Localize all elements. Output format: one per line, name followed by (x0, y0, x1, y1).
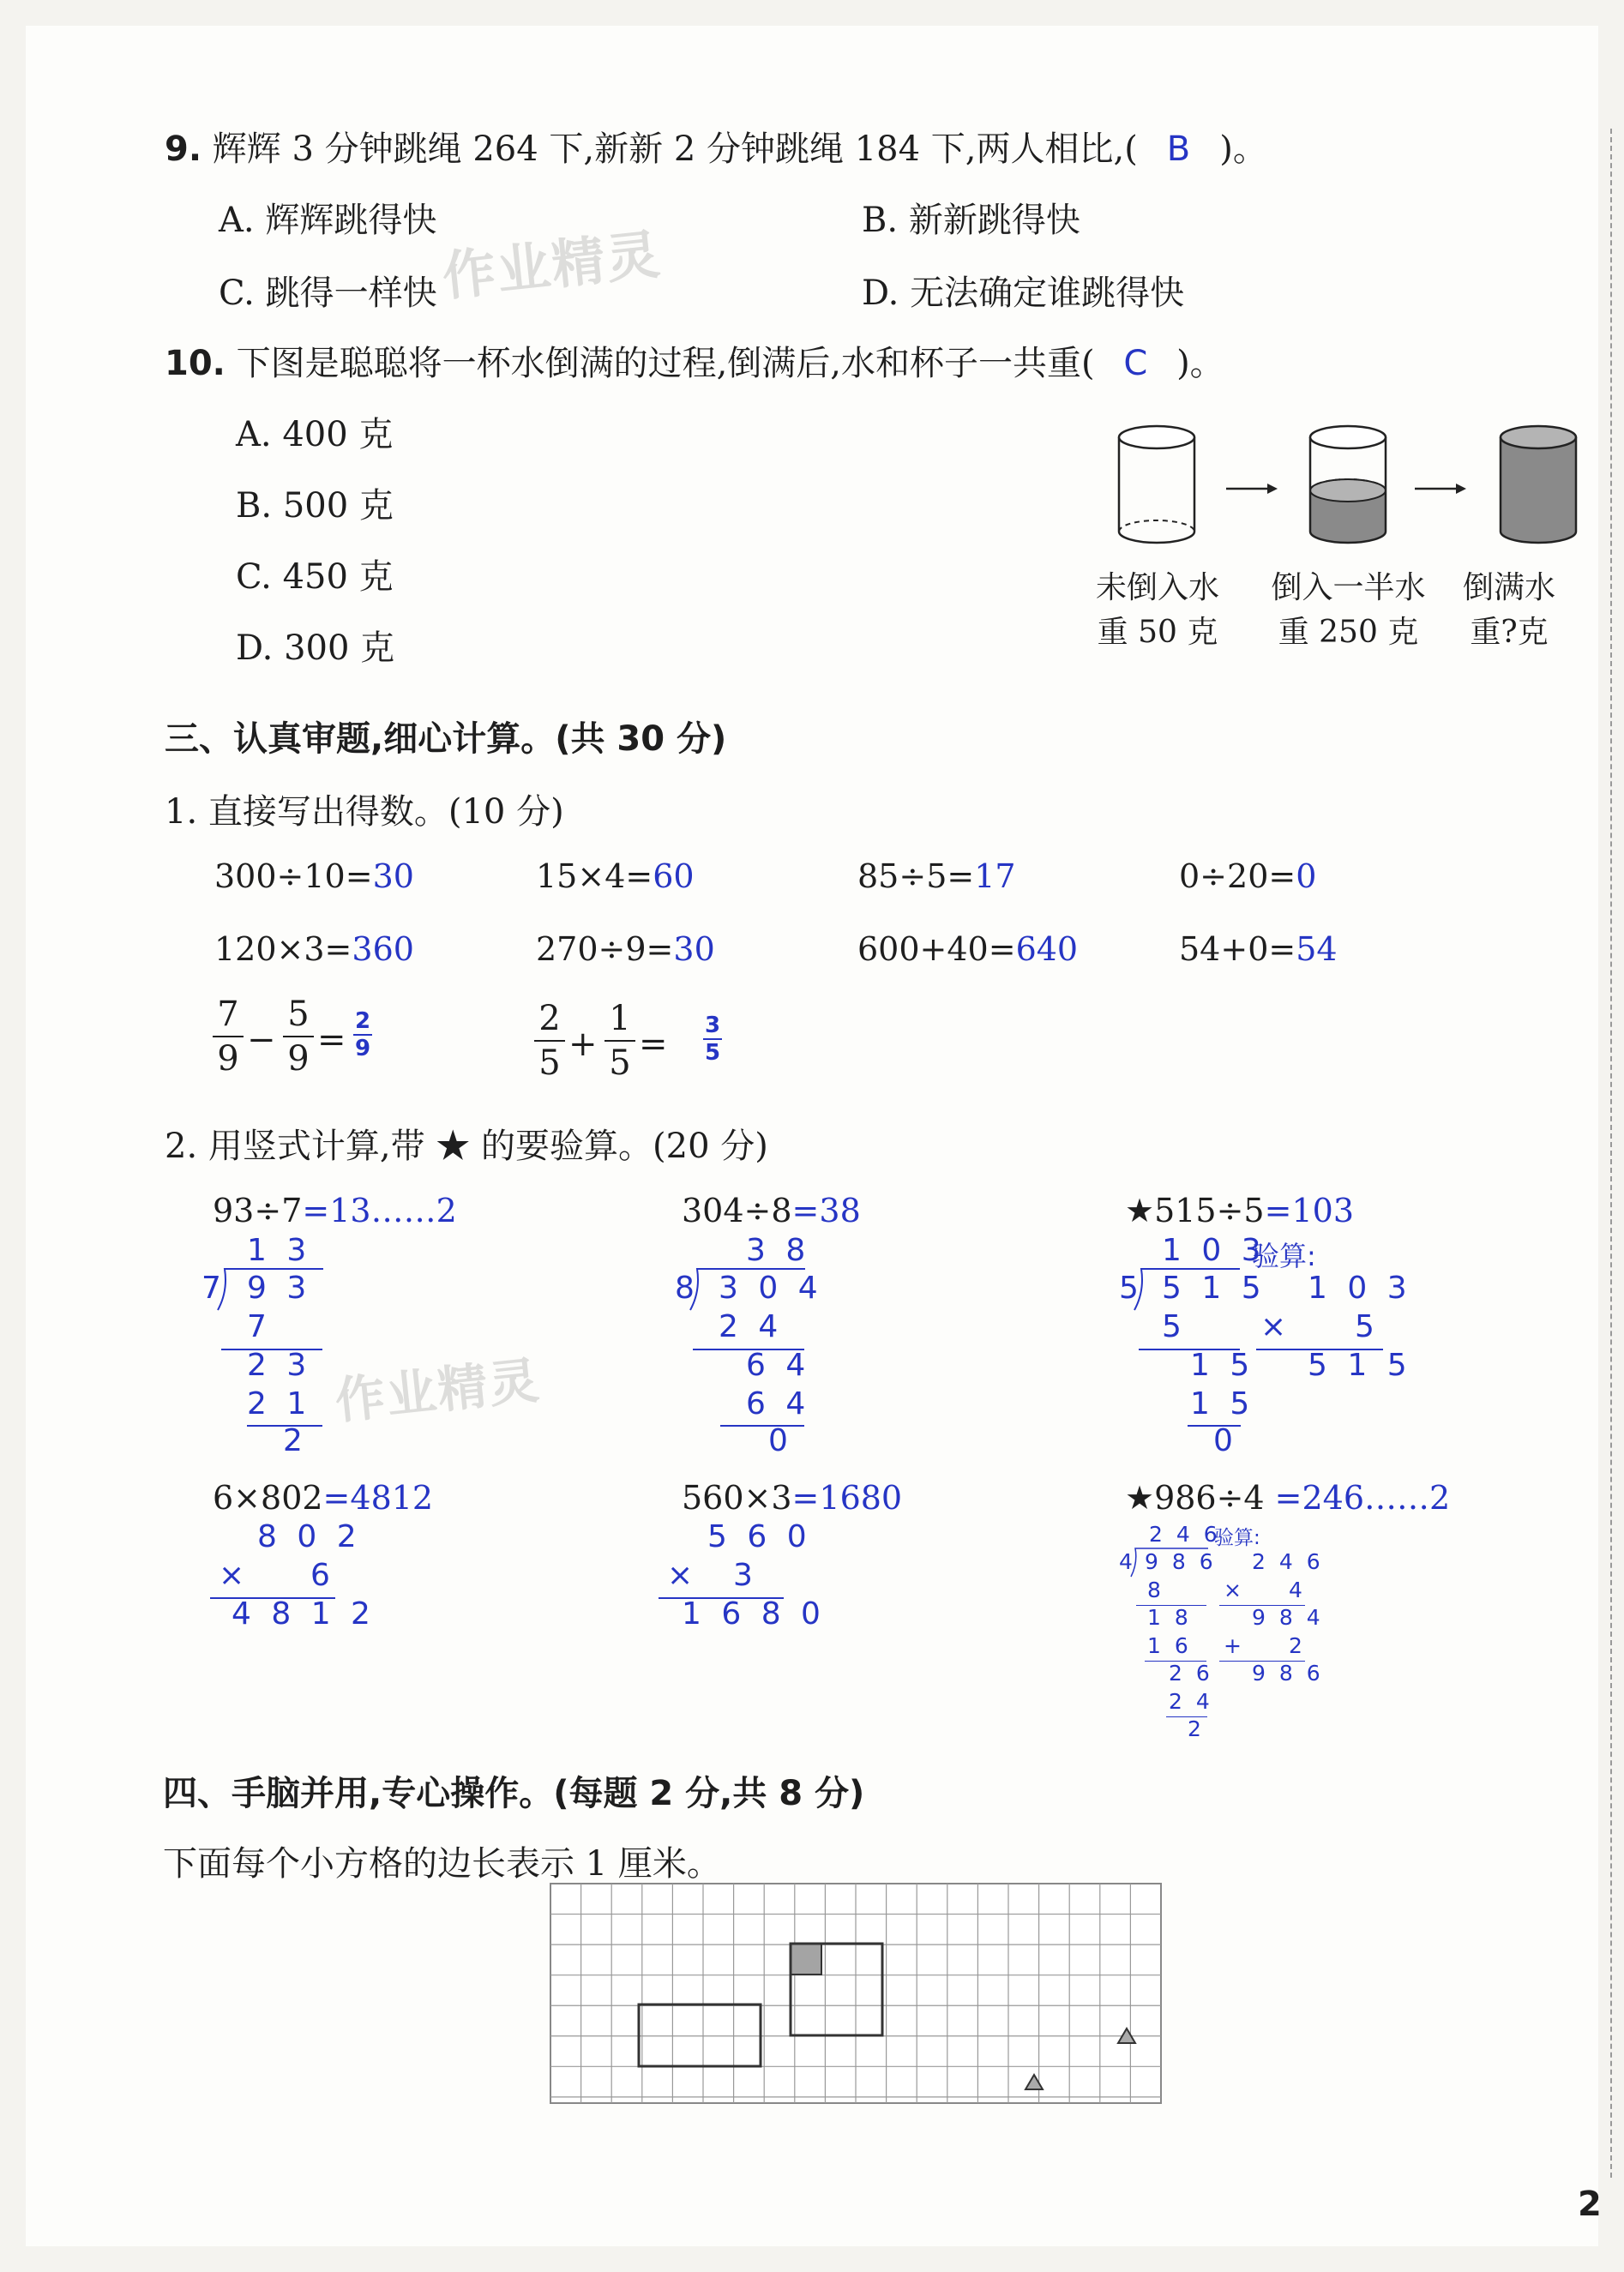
option-d: D. 300 克 (236, 628, 395, 668)
answer: 0 (1296, 857, 1317, 895)
remainder: 2 (1188, 1716, 1205, 1741)
cup-caption-2 (1260, 566, 1436, 655)
subtrahend: 7 (247, 1309, 272, 1344)
operator: − (247, 1020, 276, 1060)
full-cup-icon (1501, 426, 1576, 543)
calc-item (857, 857, 1016, 895)
times-sign: × (219, 1558, 250, 1593)
calc-item (857, 930, 1078, 968)
section-4-intro: 下面每个小方格的边长表示 1 厘米。 (163, 1844, 721, 1884)
answer: 54 (1296, 930, 1338, 968)
expression: 270÷9= (536, 930, 674, 968)
part-1-title: 1. 直接写出得数。(10 分) (165, 792, 564, 832)
answer: C (1123, 344, 1148, 383)
numerator: 3 (704, 1013, 721, 1038)
question-close: )。 (1219, 129, 1267, 169)
numerator: 2 (354, 1008, 371, 1034)
denominator: 9 (354, 1036, 371, 1061)
multiplicand: 8 0 2 (257, 1519, 362, 1554)
calc-item (1179, 857, 1316, 895)
fraction (283, 995, 314, 1079)
question-10 (165, 336, 1224, 385)
multiplicand: 2 4 6 (1252, 1549, 1324, 1574)
caption-line: 倒满水 (1462, 570, 1555, 605)
fraction (213, 995, 244, 1079)
cup-caption-3 (1445, 566, 1573, 655)
divisor: 8 (675, 1271, 700, 1306)
caption-line: 倒入一半水 (1271, 570, 1426, 605)
question-text: 辉辉 3 分钟跳绳 264 下,新新 2 分钟跳绳 184 下,两人相比,( (212, 129, 1138, 169)
expression: 600+40= (857, 930, 1016, 968)
times-sign: × (1260, 1309, 1292, 1344)
cup-caption-1 (1085, 566, 1230, 655)
arrow-right-icon (1226, 484, 1278, 494)
dividend: 3 0 4 (719, 1271, 823, 1306)
remainder: 0 (1213, 1423, 1238, 1458)
quotient: 2 4 6 (1149, 1522, 1221, 1547)
vertical-calc-4 (213, 1479, 433, 1517)
subtrahend: 8 (1147, 1578, 1164, 1602)
subtrahend: 6 4 (746, 1386, 811, 1422)
option-c: C. 跳得一样快 (219, 273, 437, 313)
numerator: 7 (217, 995, 239, 1034)
option-b: B. 500 克 (236, 486, 394, 526)
watermark: 作业精灵 (439, 222, 665, 309)
product: 9 8 4 (1252, 1605, 1324, 1630)
equals: = (639, 1025, 668, 1064)
vertical-calc-5 (682, 1479, 902, 1517)
answer: 360 (352, 930, 414, 968)
numerator: 2 (538, 999, 561, 1038)
expression: 15×4= (536, 857, 653, 895)
calc-item (214, 930, 414, 968)
numerator: 5 (287, 995, 310, 1034)
product: 4 8 1 2 (232, 1596, 376, 1632)
caption-line: 重 50 克 (1097, 615, 1218, 650)
vertical-calc-1 (213, 1192, 457, 1229)
multiplicand: 5 6 0 (707, 1519, 812, 1554)
option-b: B. 新新跳得快 (862, 201, 1080, 240)
answer: 30 (673, 930, 715, 968)
question-number: 9. (165, 129, 202, 169)
answer: 640 (1015, 930, 1079, 968)
times-sign: × (667, 1558, 699, 1593)
multiplier: 4 (1289, 1578, 1306, 1602)
worksheet-page (26, 26, 1602, 2246)
option-a: A. 辉辉跳得快 (219, 201, 437, 240)
operator: + (568, 1025, 598, 1064)
page-number: 2 (1578, 2185, 1602, 2224)
remainder: 0 (768, 1423, 793, 1458)
expression: ★515÷5 (1125, 1192, 1265, 1229)
subtrahend: 2 4 (719, 1309, 784, 1344)
answer: =13……2 (302, 1192, 457, 1229)
divisor: 7 (201, 1271, 226, 1306)
dividend: 5 1 5 (1162, 1271, 1266, 1306)
question-text: 下图是聪聪将一杯水倒满的过程,倒满后,水和杯子一共重( (236, 344, 1095, 383)
answer: =38 (791, 1192, 861, 1229)
check-label: 验算: (1252, 1240, 1316, 1272)
half-cup-icon (1310, 426, 1386, 543)
calc-item (1179, 930, 1338, 968)
option-a: A. 400 克 (236, 415, 394, 454)
quotient: 3 8 (746, 1233, 811, 1268)
subtrahend: 5 (1162, 1309, 1187, 1344)
caption-line: 重?克 (1470, 615, 1549, 650)
expression: 85÷5= (857, 857, 975, 895)
vertical-calc-6 (1125, 1479, 1450, 1517)
subtrahend: 2 1 (247, 1386, 312, 1422)
multiplier: 6 (310, 1558, 335, 1593)
section-3-title: 三、认真审题,细心计算。(共 30 分) (165, 719, 727, 759)
multiplier: 5 (1355, 1309, 1380, 1344)
option-c: C. 450 克 (236, 557, 394, 597)
equals: = (317, 1020, 346, 1060)
calc-item (536, 930, 715, 968)
numerator: 1 (609, 999, 631, 1038)
product: 1 6 8 0 (682, 1596, 826, 1632)
denominator: 9 (217, 1039, 239, 1079)
caption-line: 重 250 克 (1278, 615, 1419, 650)
question-close: )。 (1176, 344, 1224, 383)
part-2-title: 2. 用竖式计算,带 ★ 的要验算。(20 分) (165, 1127, 768, 1166)
quotient: 1 0 3 (1162, 1233, 1266, 1268)
answer: =103 (1264, 1192, 1354, 1229)
remainder: 2 3 (247, 1348, 312, 1383)
denominator: 9 (287, 1039, 310, 1079)
dividend: 9 3 (247, 1271, 312, 1306)
watermark: 作业精灵 (332, 1350, 544, 1431)
expression: 304÷8 (682, 1192, 792, 1229)
expression: 0÷20= (1179, 857, 1296, 895)
question-number: 10. (165, 344, 226, 383)
plus-sign: + (1224, 1633, 1245, 1658)
divisor: 4 (1119, 1549, 1136, 1574)
answer-fraction (353, 1009, 372, 1061)
quotient: 1 3 (247, 1233, 312, 1268)
denominator: 5 (538, 1043, 561, 1083)
cups-diagram (1072, 403, 1603, 574)
product: 5 1 5 (1308, 1348, 1412, 1383)
answer: =4812 (322, 1479, 434, 1517)
remainder: 1 5 (1190, 1348, 1255, 1383)
answer: 30 (372, 857, 414, 895)
vertical-calc-3 (1125, 1192, 1354, 1229)
option-d: D. 无法确定谁跳得快 (862, 273, 1185, 313)
answer: B (1166, 129, 1191, 169)
expression: 54+0= (1179, 930, 1296, 968)
subtrahend: 2 4 (1169, 1689, 1213, 1714)
expression: ★986÷4 (1125, 1479, 1265, 1517)
subtrahend: 1 5 (1190, 1386, 1255, 1422)
calc-item (214, 857, 414, 895)
remainder: 2 6 (1169, 1661, 1213, 1686)
expression: 120×3= (214, 930, 352, 968)
multiplicand: 1 0 3 (1308, 1271, 1412, 1306)
check-label: 验算: (1214, 1527, 1260, 1549)
denominator: 5 (704, 1040, 721, 1066)
fraction (534, 999, 565, 1083)
empty-cup-icon (1119, 426, 1194, 543)
remainder: 6 4 (746, 1348, 811, 1383)
dividend: 9 8 6 (1145, 1549, 1217, 1574)
answer: 17 (974, 857, 1016, 895)
sum: 9 8 6 (1252, 1661, 1324, 1686)
times-sign: × (1224, 1578, 1245, 1602)
expression: 6×802 (213, 1479, 323, 1517)
answer: =246……2 (1274, 1479, 1451, 1517)
answer-fraction (703, 1013, 722, 1065)
vertical-calc-2 (682, 1192, 861, 1229)
expression: 560×3 (682, 1479, 792, 1517)
subtrahend: 1 6 (1147, 1633, 1192, 1658)
answer: =1680 (791, 1479, 903, 1517)
multiplier: 3 (733, 1558, 758, 1593)
denominator: 5 (609, 1043, 631, 1083)
fraction (604, 999, 635, 1083)
calc-item (536, 857, 695, 895)
shaded-square (791, 1944, 821, 1974)
section-4-title: 四、手脑并用,专心操作。(每题 2 分,共 8 分) (163, 1774, 865, 1813)
expression: 93÷7 (213, 1192, 303, 1229)
remainder: 1 8 (1147, 1605, 1192, 1630)
remainder: 2 (283, 1423, 308, 1458)
question-9 (165, 122, 1267, 171)
margin-dashed-line (1610, 129, 1612, 2178)
caption-line: 未倒入水 (1095, 570, 1219, 605)
answer: 60 (653, 857, 695, 895)
expression: 300÷10= (214, 857, 373, 895)
divisor: 5 (1119, 1271, 1144, 1306)
addend: 2 (1289, 1633, 1306, 1658)
square-grid (549, 1882, 1166, 2109)
arrow-right-icon (1415, 484, 1466, 494)
